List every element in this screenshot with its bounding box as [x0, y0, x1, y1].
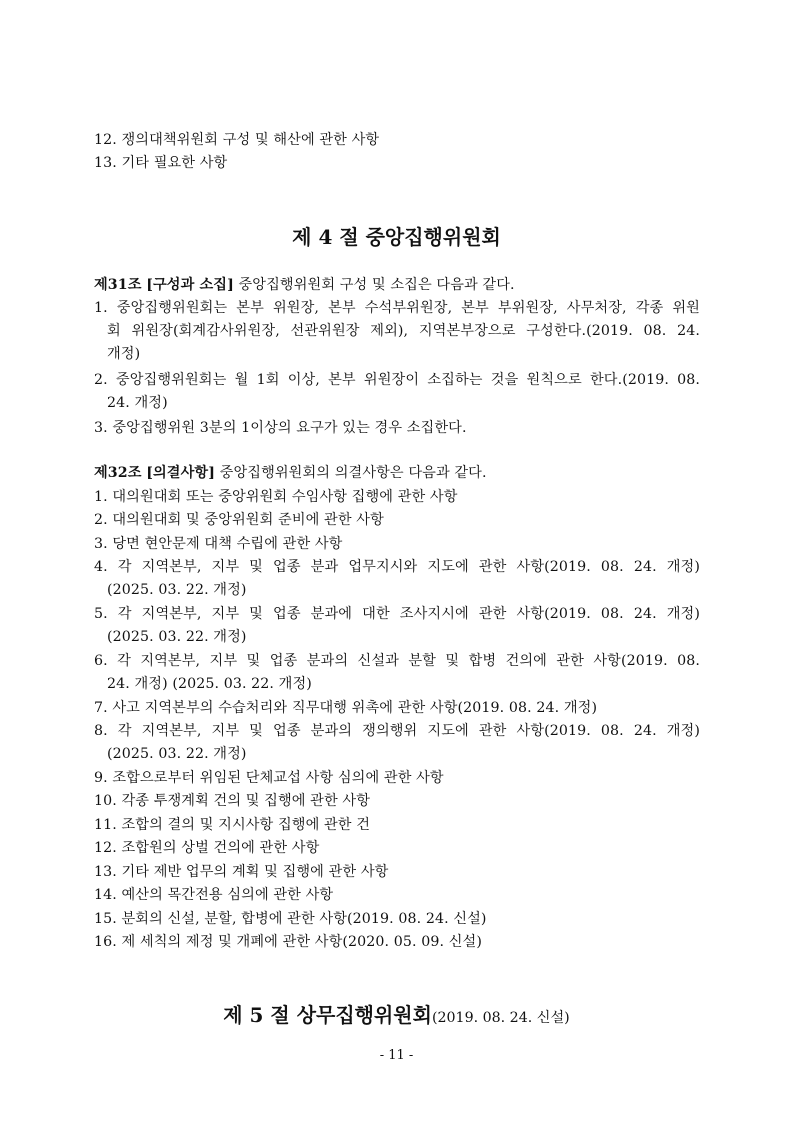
- page-number: - 11 -: [379, 1048, 414, 1063]
- list-item-continuation: 회 위원장(회계감사위원장, 선관위원장 제외), 지역본부장으로 구성한다.(2019. 08. 24.: [107, 323, 700, 339]
- article-number: 제31조: [94, 277, 142, 293]
- list-item: 12. 쟁의대책위원회 구성 및 해산에 관한 사항: [94, 132, 380, 148]
- list-item: 14. 예산의 목간전용 심의에 관한 사항: [94, 887, 334, 903]
- list-item-continuation: 24. 개정): [107, 395, 168, 411]
- list-item-continuation: (2025. 03. 22. 개정): [107, 582, 247, 598]
- list-item: 2. 중앙집행위원회는 월 1회 이상, 본부 위원장이 소집하는 것을 원칙으로 한다.(2019. 08.: [94, 372, 700, 388]
- article-intro: 중앙집행위원회의 의결사항은 다음과 같다.: [215, 465, 487, 481]
- list-item: 10. 각종 투쟁계획 건의 및 집행에 관한 사항: [94, 793, 371, 809]
- list-item: 2. 대의원대회 및 중앙위원회 준비에 관한 사항: [94, 512, 384, 528]
- list-item: 16. 제 세칙의 제정 및 개폐에 관한 사항(2020. 05. 09. 신설): [94, 934, 482, 950]
- section-title: [0, 1000, 793, 1033]
- list-item: 5. 각 지역본부, 지부 및 업종 분과에 대한 조사지시에 관한 사항(2019. 08. 24. 개정): [94, 606, 700, 622]
- list-item: 13. 기타 제반 업무의 계획 및 집행에 관한 사항: [94, 864, 389, 880]
- section-title-text: 제 5 절 상무집행위원회: [223, 1003, 432, 1027]
- list-item: 1. 대의원대회 또는 중앙위원회 수임사항 집행에 관한 사항: [94, 489, 458, 505]
- list-item: 3. 당면 현안문제 대책 수립에 관한 사항: [94, 536, 343, 552]
- article-title: [의결사항]: [146, 465, 216, 481]
- list-item: 4. 각 지역본부, 지부 및 업종 분과 업무지시와 지도에 관한 사항(2019. 08. 24. 개정): [94, 559, 700, 575]
- list-item: 6. 각 지역본부, 지부 및 업종 분과의 신설과 분할 및 합병 건의에 관한 사항(2019. 08.: [94, 653, 700, 669]
- list-item: 1. 중앙집행위원회는 본부 위원장, 본부 수석부위원장, 본부 부위원장, 사무처장, 각종 위원: [94, 300, 700, 316]
- article-heading: [94, 274, 700, 297]
- article-title: [구성과 소집]: [146, 277, 234, 293]
- list-item: 7. 사고 지역본부의 수습처리와 직무대행 위촉에 관한 사항(2019. 08. 24. 개정): [94, 700, 598, 716]
- list-item: 13. 기타 필요한 사항: [94, 155, 228, 171]
- list-item-continuation: 개정): [107, 346, 141, 362]
- list-item: 15. 분회의 신설, 분할, 합병에 관한 사항(2019. 08. 24. 신설): [94, 911, 487, 927]
- list-item-continuation: 24. 개정) (2025. 03. 22. 개정): [107, 676, 312, 692]
- list-item: 3. 중앙집행위원 3분의 1이상의 요구가 있는 경우 소집한다.: [94, 420, 467, 436]
- list-item-continuation: (2025. 03. 22. 개정): [107, 629, 247, 645]
- list-item: 9. 조합으로부터 위임된 단체교섭 사항 심의에 관한 사항: [94, 770, 444, 786]
- article-heading: [94, 462, 700, 485]
- list-item: 11. 조합의 결의 및 지시사항 집행에 관한 건: [94, 817, 371, 833]
- list-item-continuation: (2025. 03. 22. 개정): [107, 746, 247, 762]
- article-number: 제32조: [94, 465, 142, 481]
- list-item: 8. 각 지역본부, 지부 및 업종 분과의 쟁의행위 지도에 관한 사항(2019. 08. 24. 개정): [94, 723, 700, 739]
- section-title: 제 4 절 중앙집행위원회: [292, 225, 501, 249]
- list-item: 12. 조합원의 상벌 건의에 관한 사항: [94, 840, 320, 856]
- section-title-note: (2019. 08. 24. 신설): [431, 1010, 570, 1026]
- article-intro: 중앙집행위원회 구성 및 소집은 다음과 같다.: [233, 277, 515, 293]
